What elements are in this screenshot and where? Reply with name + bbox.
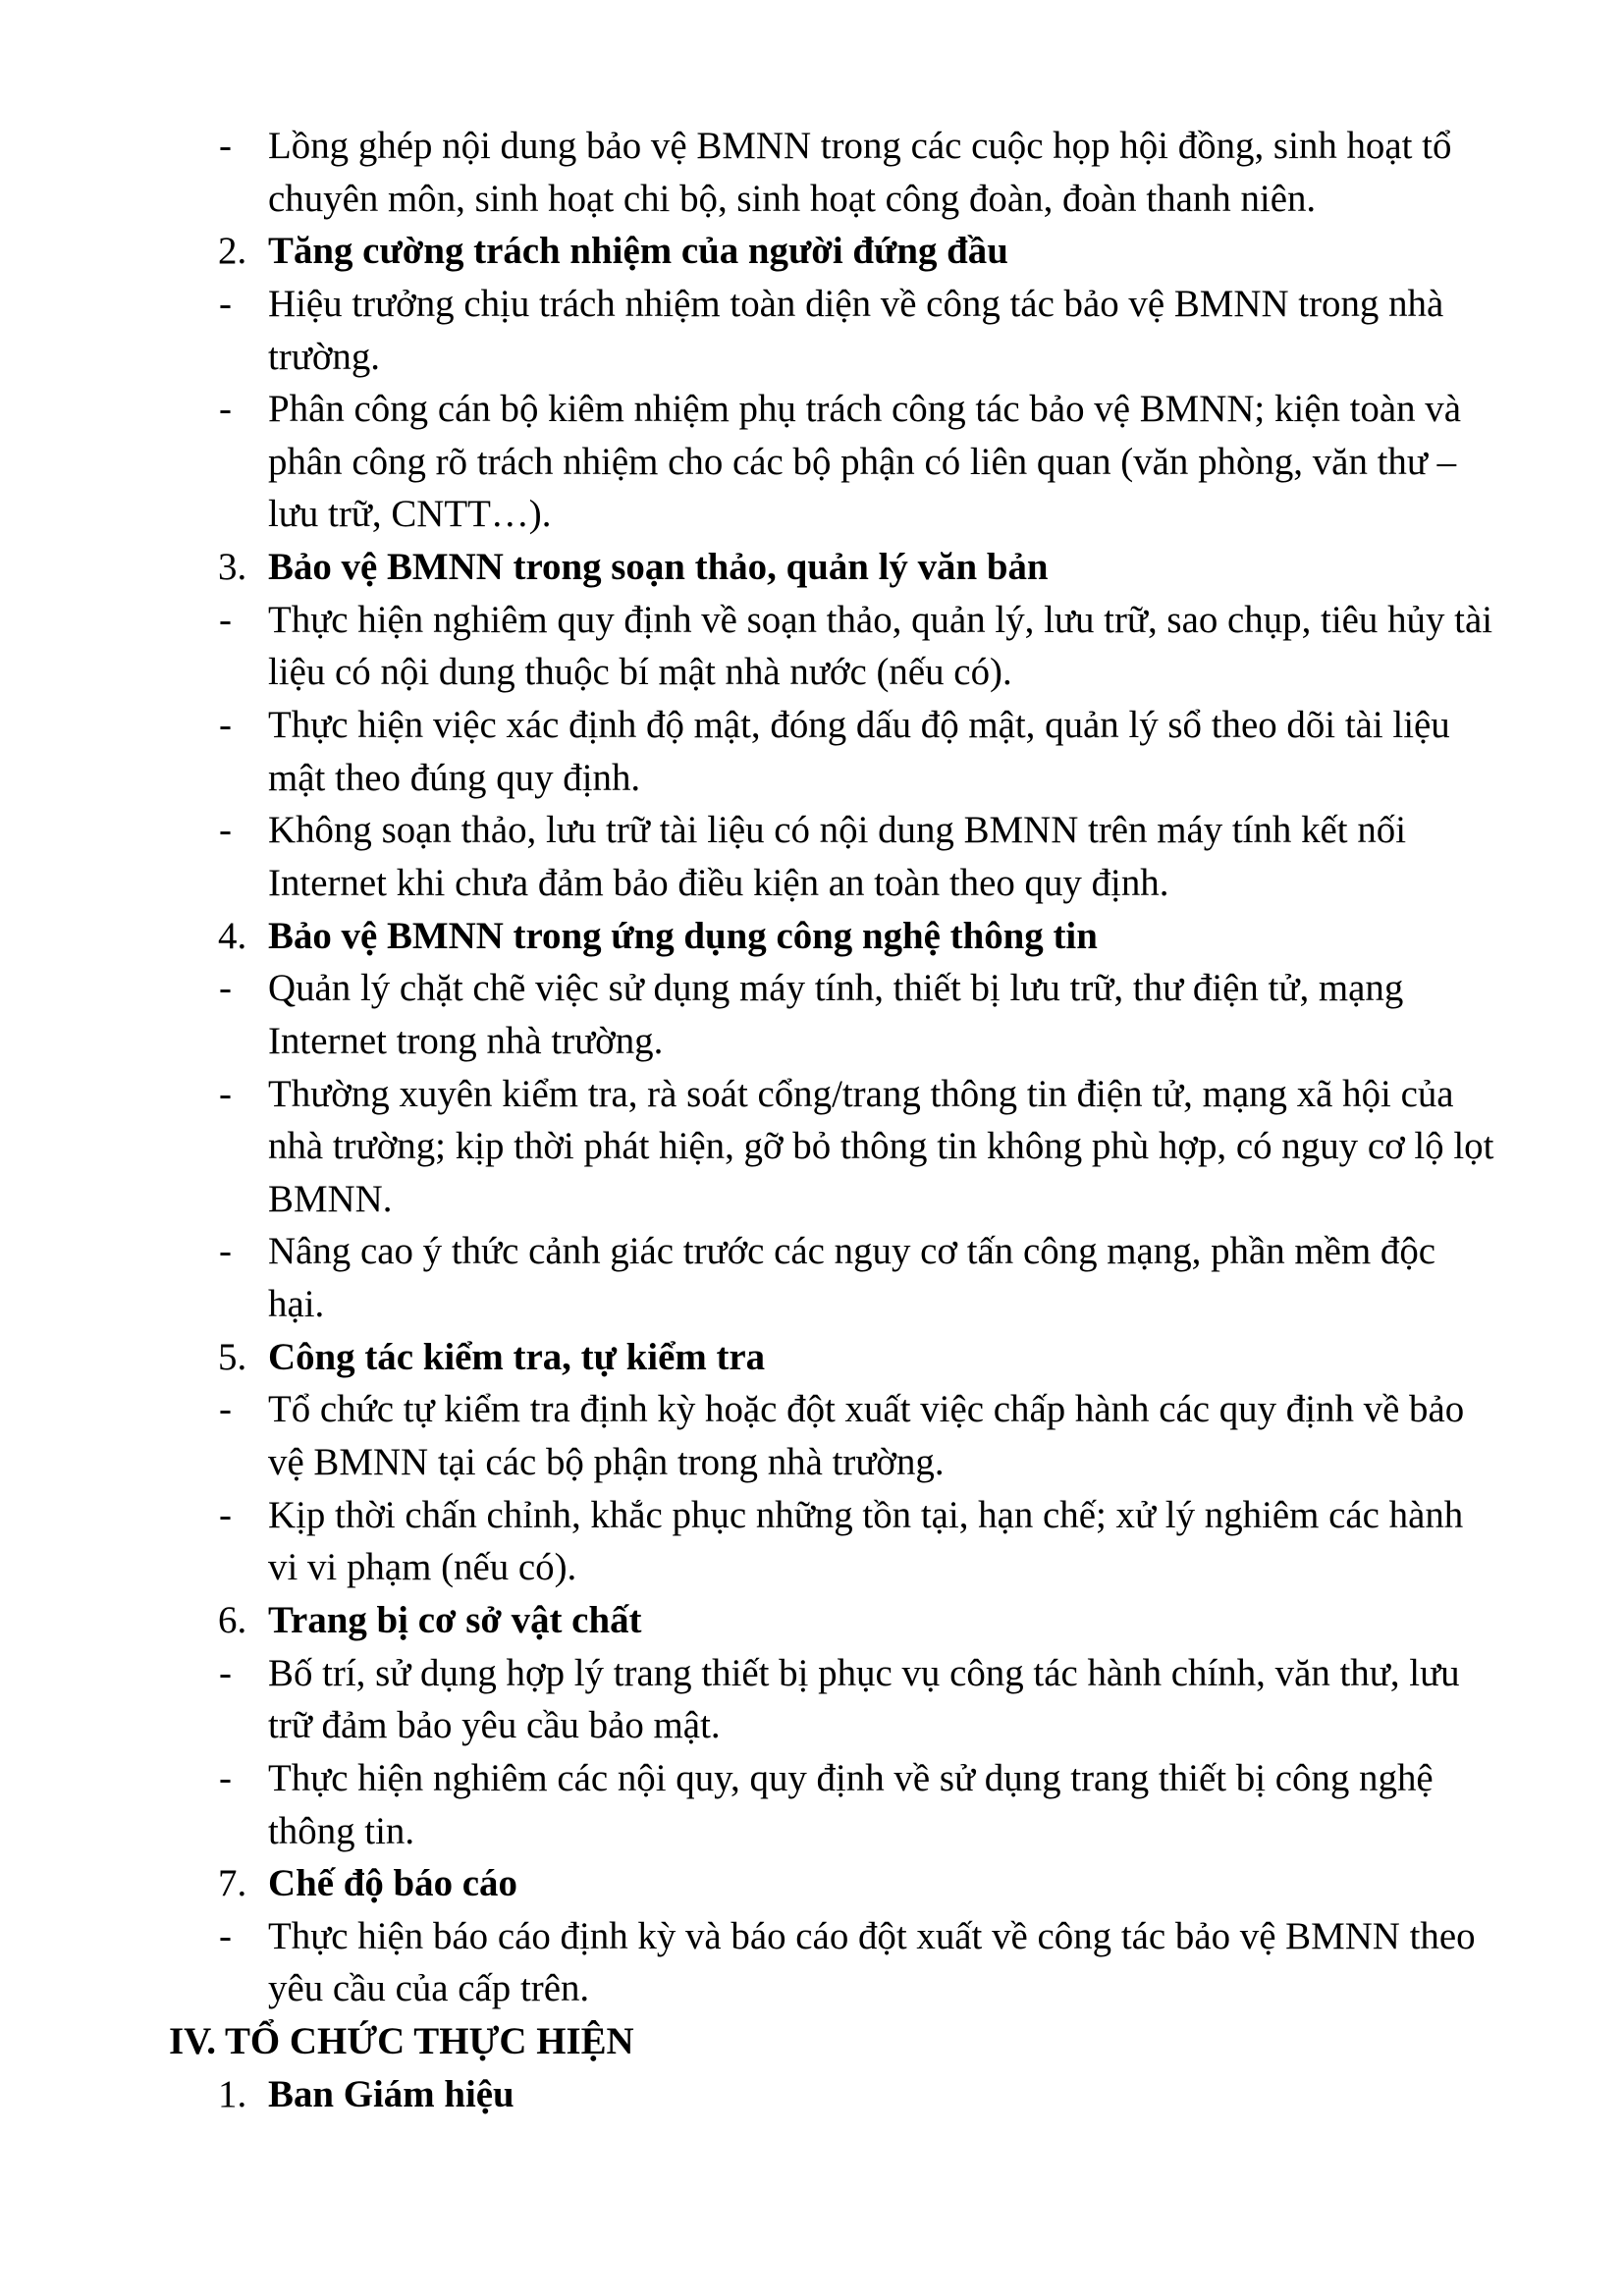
bullet-line-continued <box>0 1699 1624 1752</box>
bullet-item <box>0 962 1624 1067</box>
bullet-line <box>0 699 1624 752</box>
bullet-line <box>0 120 1624 173</box>
bullet-line-continued <box>0 752 1624 805</box>
bullet-text: Hiệu trưởng chịu trách nhiệm toàn diện về công tác bảo vệ BMNN trong nhà <box>268 282 1444 325</box>
bullet-dash: - <box>219 1651 232 1694</box>
subsection-title: Công tác kiểm tra, tự kiểm tra <box>268 1335 766 1378</box>
bullet-item <box>0 1489 1624 1594</box>
bullet-text: chuyên môn, sinh hoạt chi bộ, sinh hoạt công đoàn, đoàn thanh niên. <box>268 177 1317 220</box>
bullet-text: Thực hiện nghiêm quy định về soạn thảo, quản lý, lưu trữ, sao chụp, tiêu hủy tài <box>268 598 1493 641</box>
subsection-number: 7. <box>218 1862 247 1905</box>
subsection-number: 2. <box>218 230 247 273</box>
part-heading-title: IV. TỔ CHỨC THỰC HIỆN <box>169 2020 634 2063</box>
bullet-line-continued <box>0 1015 1624 1068</box>
subsection-title: Ban Giám hiệu <box>268 2072 514 2115</box>
bullet-line <box>0 804 1624 857</box>
part-heading <box>0 2015 1624 2068</box>
subsection-title: Chế độ báo cáo <box>268 1862 517 1905</box>
bullet-text: thông tin. <box>268 1809 415 1852</box>
bullet-text: vi vi phạm (nếu có). <box>268 1546 577 1589</box>
bullet-line <box>0 383 1624 436</box>
bullet-line-continued <box>0 1278 1624 1331</box>
bullet-line-continued <box>0 173 1624 226</box>
bullet-item <box>0 383 1624 541</box>
bullet-dash: - <box>219 598 232 641</box>
bullet-item <box>0 1752 1624 1857</box>
bullet-line <box>0 1225 1624 1278</box>
section-item-3 <box>0 541 1624 909</box>
bullet-dash: - <box>219 967 232 1010</box>
bullet-line-continued <box>0 1436 1624 1489</box>
bullet-text: Kịp thời chấn chỉnh, khắc phục những tồn tại, hạn chế; xử lý nghiêm các hành <box>268 1493 1464 1536</box>
bullet-line <box>0 594 1624 647</box>
bullet-dash: - <box>219 282 232 325</box>
bullet-line-continued <box>0 857 1624 910</box>
bullet-line-continued <box>0 646 1624 699</box>
bullet-text: Nâng cao ý thức cảnh giác trước các nguy cơ tấn công mạng, phần mềm độc <box>268 1230 1436 1273</box>
bullet-item <box>0 1910 1624 2015</box>
bullet-text: yêu cầu của cấp trên. <box>268 1967 590 2010</box>
bullet-dash: - <box>219 1230 232 1273</box>
bullet-dash: - <box>219 1914 232 1957</box>
bullet-line-continued <box>0 1805 1624 1858</box>
bullet-line-continued <box>0 1120 1624 1173</box>
bullet-text: lưu trữ, CNTT…). <box>268 493 552 536</box>
section-item-4 <box>0 910 1624 1331</box>
bullet-text: vệ BMNN tại các bộ phận trong nhà trường. <box>268 1441 945 1484</box>
bullet-item <box>0 278 1624 383</box>
bullet-text: Thực hiện nghiêm các nội quy, quy định về sử dụng trang thiết bị công nghệ <box>268 1756 1434 1799</box>
bullet-text: Bố trí, sử dụng hợp lý trang thiết bị phục vụ công tác hành chính, văn thư, lưu <box>268 1651 1460 1694</box>
bullet-item <box>0 1068 1624 1226</box>
subsection-heading <box>0 225 1624 278</box>
bullet-line <box>0 278 1624 331</box>
subsection-number: 3. <box>218 546 247 589</box>
subsection-heading <box>0 1857 1624 1910</box>
bullet-text: Thực hiện việc xác định độ mật, đóng dấu độ mật, quản lý sổ theo dõi tài liệu <box>268 704 1450 747</box>
section-item-continued <box>0 120 1624 225</box>
bullet-item <box>0 594 1624 699</box>
bullet-text: Thường xuyên kiểm tra, rà soát cổng/trang thông tin điện tử, mạng xã hội của <box>268 1072 1454 1115</box>
part-iv-section <box>0 2015 1624 2120</box>
subsection-heading <box>0 1594 1624 1647</box>
bullet-dash: - <box>219 1388 232 1431</box>
bullet-text: hại. <box>268 1283 325 1326</box>
bullet-item <box>0 1383 1624 1488</box>
subsection-number: 1. <box>218 2072 247 2115</box>
bullet-line <box>0 1489 1624 1542</box>
subsection-number: 6. <box>218 1598 247 1641</box>
subsection-title: Bảo vệ BMNN trong ứng dụng công nghệ thông tin <box>268 914 1098 957</box>
bullet-item <box>0 1647 1624 1752</box>
bullet-text: trữ đảm bảo yêu cầu bảo mật. <box>268 1704 721 1747</box>
bullet-text: Tổ chức tự kiểm tra định kỳ hoặc đột xuất việc chấp hành các quy định về bảo <box>268 1388 1465 1431</box>
bullet-text: mật theo đúng quy định. <box>268 756 641 799</box>
subsection-heading <box>0 2068 1624 2121</box>
bullet-text: liệu có nội dung thuộc bí mật nhà nước (nếu có). <box>268 651 1012 694</box>
bullet-text: Lồng ghép nội dung bảo vệ BMNN trong các cuộc họp hội đồng, sinh hoạt tổ <box>268 125 1452 167</box>
bullet-dash: - <box>219 388 232 431</box>
bullet-line-continued <box>0 488 1624 541</box>
bullet-line <box>0 1383 1624 1436</box>
bullet-text: Internet khi chưa đảm bảo điều kiện an toàn theo quy định. <box>268 861 1169 904</box>
section-item-7 <box>0 1857 1624 2015</box>
bullet-text: Không soạn thảo, lưu trữ tài liệu có nội dung BMNN trên máy tính kết nối <box>268 809 1407 852</box>
bullet-text: BMNN. <box>268 1177 393 1220</box>
subsection-heading <box>0 1331 1624 1384</box>
bullet-item <box>0 804 1624 909</box>
section-item-6 <box>0 1594 1624 1857</box>
bullet-text: Quản lý chặt chẽ việc sử dụng máy tính, thiết bị lưu trữ, thư điện tử, mạng <box>268 967 1404 1010</box>
bullet-text: trường. <box>268 335 381 378</box>
bullet-item <box>0 120 1624 225</box>
bullet-text: Phân công cán bộ kiêm nhiệm phụ trách công tác bảo vệ BMNN; kiện toàn và <box>268 388 1462 431</box>
bullet-dash: - <box>219 1756 232 1799</box>
bullet-line-continued <box>0 1962 1624 2015</box>
bullet-text: phân công rõ trách nhiệm cho các bộ phận có liên quan (văn phòng, văn thư – <box>268 440 1457 483</box>
subsection-title: Tăng cường trách nhiệm của người đứng đầu <box>268 230 1008 273</box>
bullet-line <box>0 962 1624 1015</box>
bullet-line <box>0 1910 1624 1963</box>
subsection-title: Bảo vệ BMNN trong soạn thảo, quản lý văn bản <box>268 546 1049 589</box>
bullet-text: nhà trường; kịp thời phát hiện, gỡ bỏ thông tin không phù hợp, có nguy cơ lộ lọt <box>268 1125 1494 1168</box>
section-item-5 <box>0 1331 1624 1594</box>
bullet-dash: - <box>219 704 232 747</box>
bullet-line <box>0 1647 1624 1700</box>
subsection-heading <box>0 541 1624 594</box>
subsection-title: Trang bị cơ sở vật chất <box>268 1598 642 1641</box>
bullet-line <box>0 1752 1624 1805</box>
bullet-line-continued <box>0 331 1624 384</box>
document-body <box>0 120 1624 2120</box>
bullet-item <box>0 699 1624 804</box>
bullet-line <box>0 1068 1624 1121</box>
bullet-dash: - <box>219 125 232 167</box>
bullet-dash: - <box>219 1493 232 1536</box>
bullet-item <box>0 1225 1624 1330</box>
subsection-heading <box>0 910 1624 963</box>
subsection-number: 5. <box>218 1335 247 1378</box>
bullet-text: Thực hiện báo cáo định kỳ và báo cáo đột xuất về công tác bảo vệ BMNN theo <box>268 1914 1476 1957</box>
bullet-line-continued <box>0 436 1624 489</box>
section-item-2 <box>0 225 1624 541</box>
bullet-line-continued <box>0 1541 1624 1594</box>
subsection-number: 4. <box>218 914 247 957</box>
bullet-line-continued <box>0 1173 1624 1226</box>
bullet-dash: - <box>219 1072 232 1115</box>
bullet-dash: - <box>219 809 232 852</box>
bullet-text: Internet trong nhà trường. <box>268 1019 664 1062</box>
